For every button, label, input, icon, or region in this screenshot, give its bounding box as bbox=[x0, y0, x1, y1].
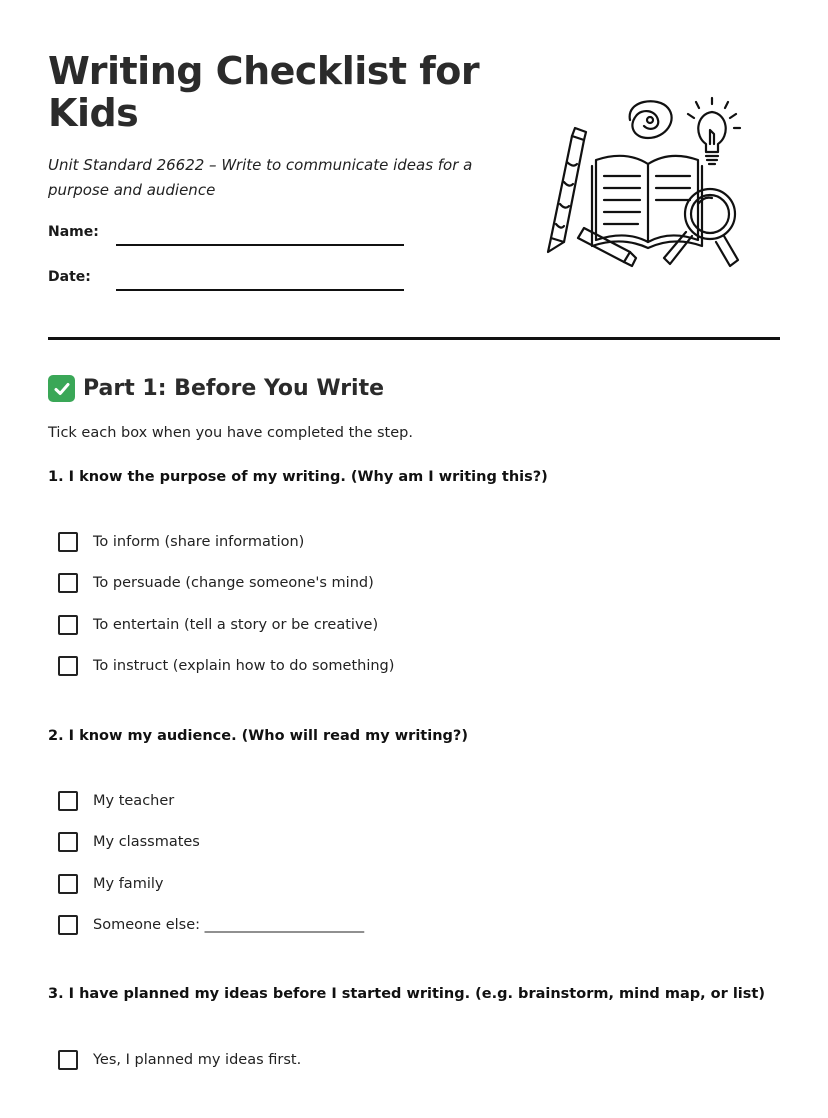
checkbox[interactable] bbox=[58, 656, 78, 676]
option-label: My classmates bbox=[93, 834, 200, 850]
question-planning: 3. I have planned my ideas before I started writing. (e.g. brainstorm, mind map, or list) bbox=[48, 986, 765, 1002]
page-title: Writing Checklist for Kids bbox=[48, 49, 480, 135]
option-entertain[interactable] bbox=[58, 615, 378, 635]
check-mark-button-icon bbox=[48, 375, 75, 402]
option-my-family[interactable] bbox=[58, 874, 163, 894]
option-label: Yes, I planned my ideas first. bbox=[93, 1052, 302, 1068]
option-persuade[interactable] bbox=[58, 573, 374, 593]
checkbox[interactable] bbox=[58, 915, 78, 935]
option-label: To inform (share information) bbox=[93, 534, 305, 550]
option-label: To entertain (tell a story or be creative) bbox=[93, 617, 379, 633]
option-label: My teacher bbox=[93, 793, 175, 809]
instructions-text: Tick each box when you have completed the step. bbox=[48, 425, 413, 441]
question-purpose: 1. I know the purpose of my writing. (Why am I writing this?) bbox=[48, 469, 548, 485]
checkbox[interactable] bbox=[58, 874, 78, 894]
checkbox[interactable] bbox=[58, 1050, 78, 1070]
date-label: Date: bbox=[48, 269, 91, 285]
part-1-heading-text: Part 1: Before You Write bbox=[83, 376, 385, 401]
checkbox[interactable] bbox=[58, 832, 78, 852]
option-label: Someone else: ______________________ bbox=[93, 917, 365, 933]
name-line[interactable] bbox=[116, 244, 404, 246]
option-label: To instruct (explain how to do something) bbox=[93, 658, 395, 674]
name-label: Name: bbox=[48, 224, 99, 240]
light-bulb-icon bbox=[688, 98, 740, 164]
part-1-heading bbox=[48, 375, 384, 402]
checkbox[interactable] bbox=[58, 791, 78, 811]
option-instruct[interactable] bbox=[58, 656, 394, 676]
question-audience: 2. I know my audience. (Who will read my writing?) bbox=[48, 728, 468, 744]
option-inform[interactable] bbox=[58, 532, 304, 552]
marker-icon bbox=[578, 228, 636, 266]
unit-standard-subtitle: Unit Standard 26622 – Write to communicate ideas for a purpose and audience bbox=[48, 156, 473, 199]
option-planned-ideas[interactable] bbox=[58, 1050, 301, 1070]
checkbox[interactable] bbox=[58, 532, 78, 552]
date-line[interactable] bbox=[116, 289, 404, 291]
option-my-teacher[interactable] bbox=[58, 791, 174, 811]
option-label: My family bbox=[93, 876, 164, 892]
option-my-classmates[interactable] bbox=[58, 832, 200, 852]
writing-tools-illustration bbox=[538, 92, 750, 276]
checkbox[interactable] bbox=[58, 615, 78, 635]
checkbox[interactable] bbox=[58, 573, 78, 593]
section-divider bbox=[48, 337, 780, 340]
option-someone-else[interactable] bbox=[58, 915, 364, 935]
swirl-icon bbox=[630, 101, 672, 138]
option-label: To persuade (change someone's mind) bbox=[93, 575, 374, 591]
